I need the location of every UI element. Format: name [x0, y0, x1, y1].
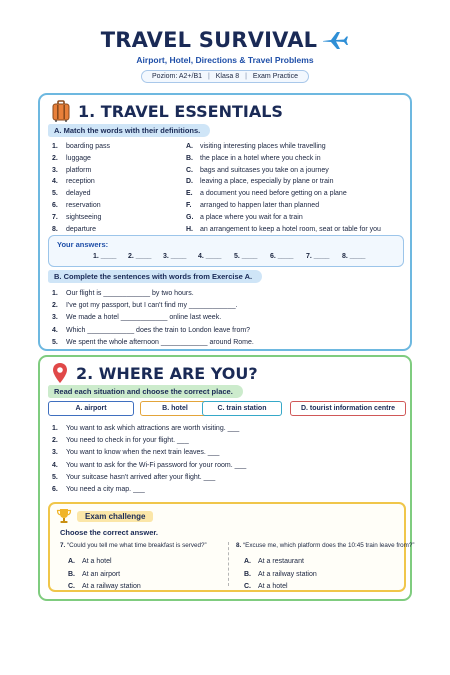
- exam-instruction: Choose the correct answer.: [60, 528, 158, 537]
- sentence-list: [52, 288, 254, 349]
- word-item: 5. delayed: [52, 190, 91, 198]
- definition-item: A. visiting interesting places while travelling: [186, 143, 326, 150]
- meta-class: Klasa 8: [215, 73, 240, 80]
- sentence-item: 5. We spent the whole afternoon ____________ around Rome.: [52, 338, 254, 346]
- answer-blank[interactable]: 3. ____: [163, 253, 187, 260]
- definition-item: C. bags and suitcases you take on a journey: [186, 166, 329, 174]
- section-travel-essentials: [38, 93, 412, 351]
- trophy-icon: [56, 508, 72, 524]
- option[interactable]: B. At an airport: [68, 570, 121, 578]
- answer-blank[interactable]: 6. ____: [270, 253, 294, 260]
- definition-item: F. arranged to happen later than planned: [186, 201, 320, 209]
- answers-box: [48, 235, 404, 267]
- option[interactable]: C. At a railway station: [68, 583, 141, 590]
- word-list: [52, 141, 110, 235]
- answer-blank[interactable]: 1. ____: [93, 253, 117, 260]
- word-item: 1. boarding pass: [52, 143, 110, 150]
- situation-item: 5. Your suitcase hasn't arrived after your flight. ___: [52, 473, 216, 481]
- word-item: 3. platform: [52, 166, 92, 174]
- answer-blank[interactable]: 7. ____: [306, 253, 330, 260]
- word-item: 7. sightseeing: [52, 213, 102, 221]
- option[interactable]: A. At a restaurant: [244, 558, 304, 565]
- sentence-item: 3. We made a hotel ____________ online last week.: [52, 314, 222, 322]
- definition-list: [186, 141, 381, 235]
- answer-blank[interactable]: 2. ____: [128, 253, 152, 260]
- sentence-item: 4. Which ____________ does the train to London leave from?: [52, 326, 251, 334]
- word-item: 8. departure: [52, 225, 96, 233]
- word-item: 2. luggage: [52, 154, 91, 162]
- question-8: 8. “Excuse me, which platform does the 10:45 train leave from?”: [236, 542, 415, 549]
- exam-challenge-box: [48, 502, 415, 592]
- option[interactable]: A. At a hotel: [68, 558, 112, 565]
- option[interactable]: B. At a railway station: [244, 570, 317, 578]
- section-where-are-you: [38, 355, 415, 601]
- worksheet-subtitle: Airport, Hotel, Directions & Travel Problems: [136, 55, 314, 65]
- exam-title: Exam challenge: [77, 511, 153, 522]
- airplane-icon: [321, 30, 349, 50]
- worksheet-title: [101, 28, 350, 52]
- situation-list: [52, 423, 246, 496]
- question-divider: [228, 542, 229, 586]
- place-airport: A. airport: [48, 401, 134, 416]
- part-b-instruction: B. Complete the sentences with words from Exercise A.: [48, 270, 262, 283]
- question-7-options: [68, 556, 141, 594]
- meta-info: Poziom: A2+/B1 | Klasa 8 | Exam Practice: [141, 70, 309, 83]
- place-hotel: B. hotel: [140, 401, 210, 416]
- answer-blank[interactable]: 4. ____: [198, 253, 222, 260]
- situation-item: 6. You need a city map. ___: [52, 486, 145, 494]
- sentence-item: 2. I've got my passport, but I can't find my ____________.: [52, 302, 238, 310]
- section1-header: [52, 100, 283, 122]
- title-text: TRAVEL SURVIVAL: [100, 28, 318, 52]
- situation-item: 2. You need to check in for your flight. ___: [52, 437, 189, 445]
- answer-blank[interactable]: 5. ____: [234, 253, 258, 260]
- answer-blank[interactable]: 8. ____: [342, 253, 366, 260]
- answers-label: Your answers:: [57, 240, 109, 249]
- meta-type: Exam Practice: [252, 73, 298, 80]
- definition-item: H. an arrangement to keep a hotel room, seat or table for you: [186, 225, 381, 233]
- question-7: 7. “Could you tell me what time breakfast is served?”: [60, 542, 207, 549]
- meta-level: Poziom: A2+/B1: [152, 73, 203, 80]
- part-a-instruction: A. Match the words with their definitions.: [48, 124, 210, 137]
- word-item: 6. reservation: [52, 201, 101, 209]
- situation-item: 4. You want to ask for the Wi-Fi password for your room. ___: [52, 461, 247, 469]
- definition-item: B. the place in a hotel where you check in: [186, 154, 321, 162]
- definition-item: E. a document you need before getting on a plane: [186, 190, 347, 198]
- situation-item: 1. You want to ask which attractions are worth visiting. ___: [52, 425, 240, 432]
- place-tourist-info: D. tourist information centre: [290, 401, 406, 416]
- location-pin-icon: [52, 362, 68, 384]
- suitcase-icon: [52, 100, 70, 122]
- section2-header: [52, 362, 258, 384]
- definition-item: D. leaving a place, especially by plane or train: [186, 178, 334, 186]
- word-item: 4. reception: [52, 178, 95, 186]
- option[interactable]: C. At a hotel: [244, 583, 288, 590]
- header: [0, 28, 450, 83]
- definition-item: G. a place where you wait for a train: [186, 213, 303, 221]
- sentence-item: 1. Our flight is ____________ by two hours.: [52, 290, 194, 297]
- situation-item: 3. You want to know when the next train leaves. ___: [52, 449, 220, 457]
- section2-title: 2. WHERE ARE YOU?: [76, 363, 258, 383]
- question-8-options: [244, 556, 317, 594]
- section2-instruction: Read each situation and choose the correct place.: [48, 385, 243, 398]
- place-train-station: C. train station: [202, 401, 282, 416]
- exam-header: [56, 508, 153, 524]
- section1-title: 1. TRAVEL ESSENTIALS: [78, 101, 283, 121]
